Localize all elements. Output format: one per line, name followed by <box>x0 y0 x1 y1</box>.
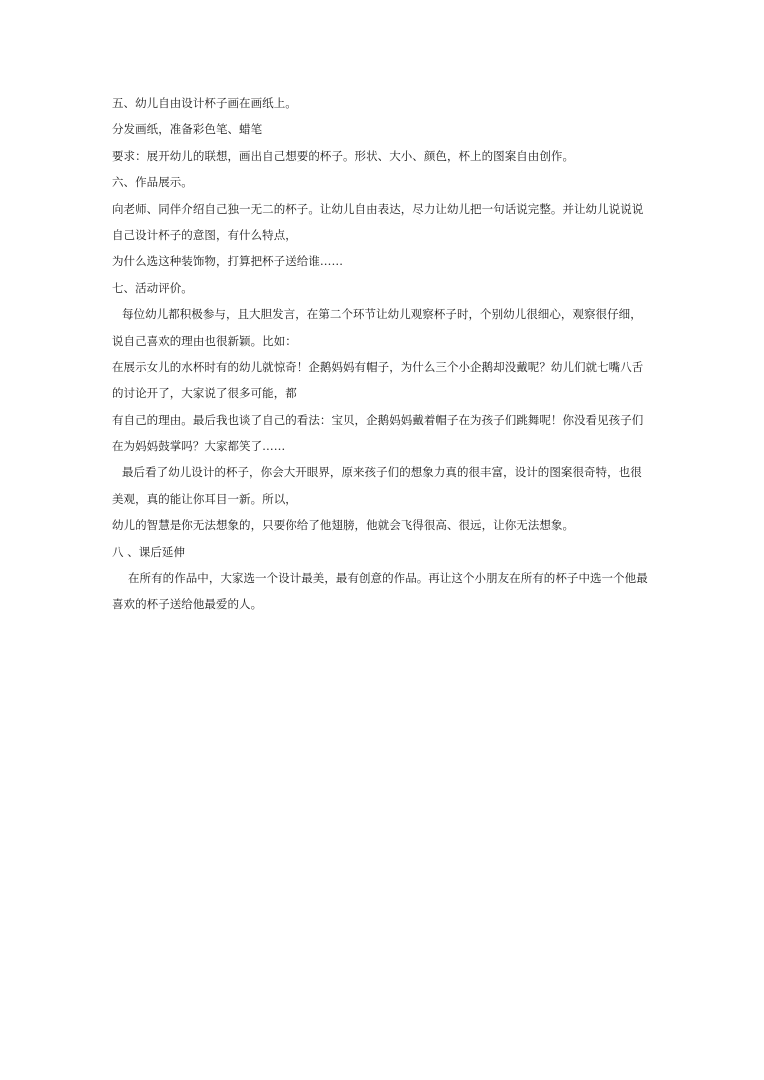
paragraph-line: 为什么选这种装饰物，打算把杯子送给谁…… <box>112 254 343 269</box>
paragraph-line: 有自己的理由。最后我也谈了自己的看法：宝贝，企鹅妈妈戴着帽子在为孩子们跳舞呢！你没看见孩子们 <box>112 412 644 427</box>
section-heading-8: 八 、课后延伸 <box>112 544 186 559</box>
paragraph-line: 喜欢的杯子送给他最爱的人。 <box>112 597 263 612</box>
paragraph-line: 幼儿的智慧是你无法想象的，只要你给了他翅膀，他就会飞得很高、很远，让你无法想象。 <box>112 518 574 533</box>
paragraph-line: 自己设计杯子的意图，有什么特点， <box>112 227 297 242</box>
paragraph-line: 的讨论开了，大家说了很多可能，都 <box>112 386 297 401</box>
document-body <box>112 96 672 624</box>
paragraph-line: 分发画纸，准备彩色笔、蜡笔 <box>112 122 263 137</box>
paragraph-line: 向老师、同伴介绍自己独一无二的杯子。让幼儿自由表达，尽力让幼儿把一句话说完整。并让幼儿说说说 <box>112 201 644 216</box>
paragraph-line: 要求：展开幼儿的联想，画出自己想要的杯子。形状、大小、颜色，杯上的图案自由创作。 <box>112 148 574 163</box>
paragraph-line: 在所有的作品中，大家选一个设计最美，最有创意的作品。再让这个小朋友在所有的杯子中选一个他最 <box>128 571 648 586</box>
paragraph-line: 在展示女儿的水杯时有的幼儿就惊奇！企鹅妈妈有帽子，为什么三个小企鹅却没戴呢？幼儿们就七嘴八舌 <box>112 359 644 374</box>
paragraph-line: 每位幼儿都积极参与，且大胆发言，在第二个环节让幼儿观察杯子时，个别幼儿很细心，观察很仔细， <box>122 307 642 322</box>
section-heading-7: 七、活动评价。 <box>112 280 193 295</box>
paragraph-line: 美观，真的能让你耳目一新。所以， <box>112 491 297 506</box>
paragraph-line: 在为妈妈鼓掌吗？大家都笑了…… <box>112 439 286 454</box>
section-heading-6: 六、作品展示。 <box>112 175 193 190</box>
section-heading-5: 五、幼儿自由设计杯子画在画纸上。 <box>112 96 297 110</box>
paragraph-line: 说自己喜欢的理由也很新颖。比如： <box>112 333 297 348</box>
paragraph-line: 最后看了幼儿设计的杯子，你会大开眼界，原来孩子们的想象力真的很丰富，设计的图案很奇特，也很 <box>122 465 642 480</box>
